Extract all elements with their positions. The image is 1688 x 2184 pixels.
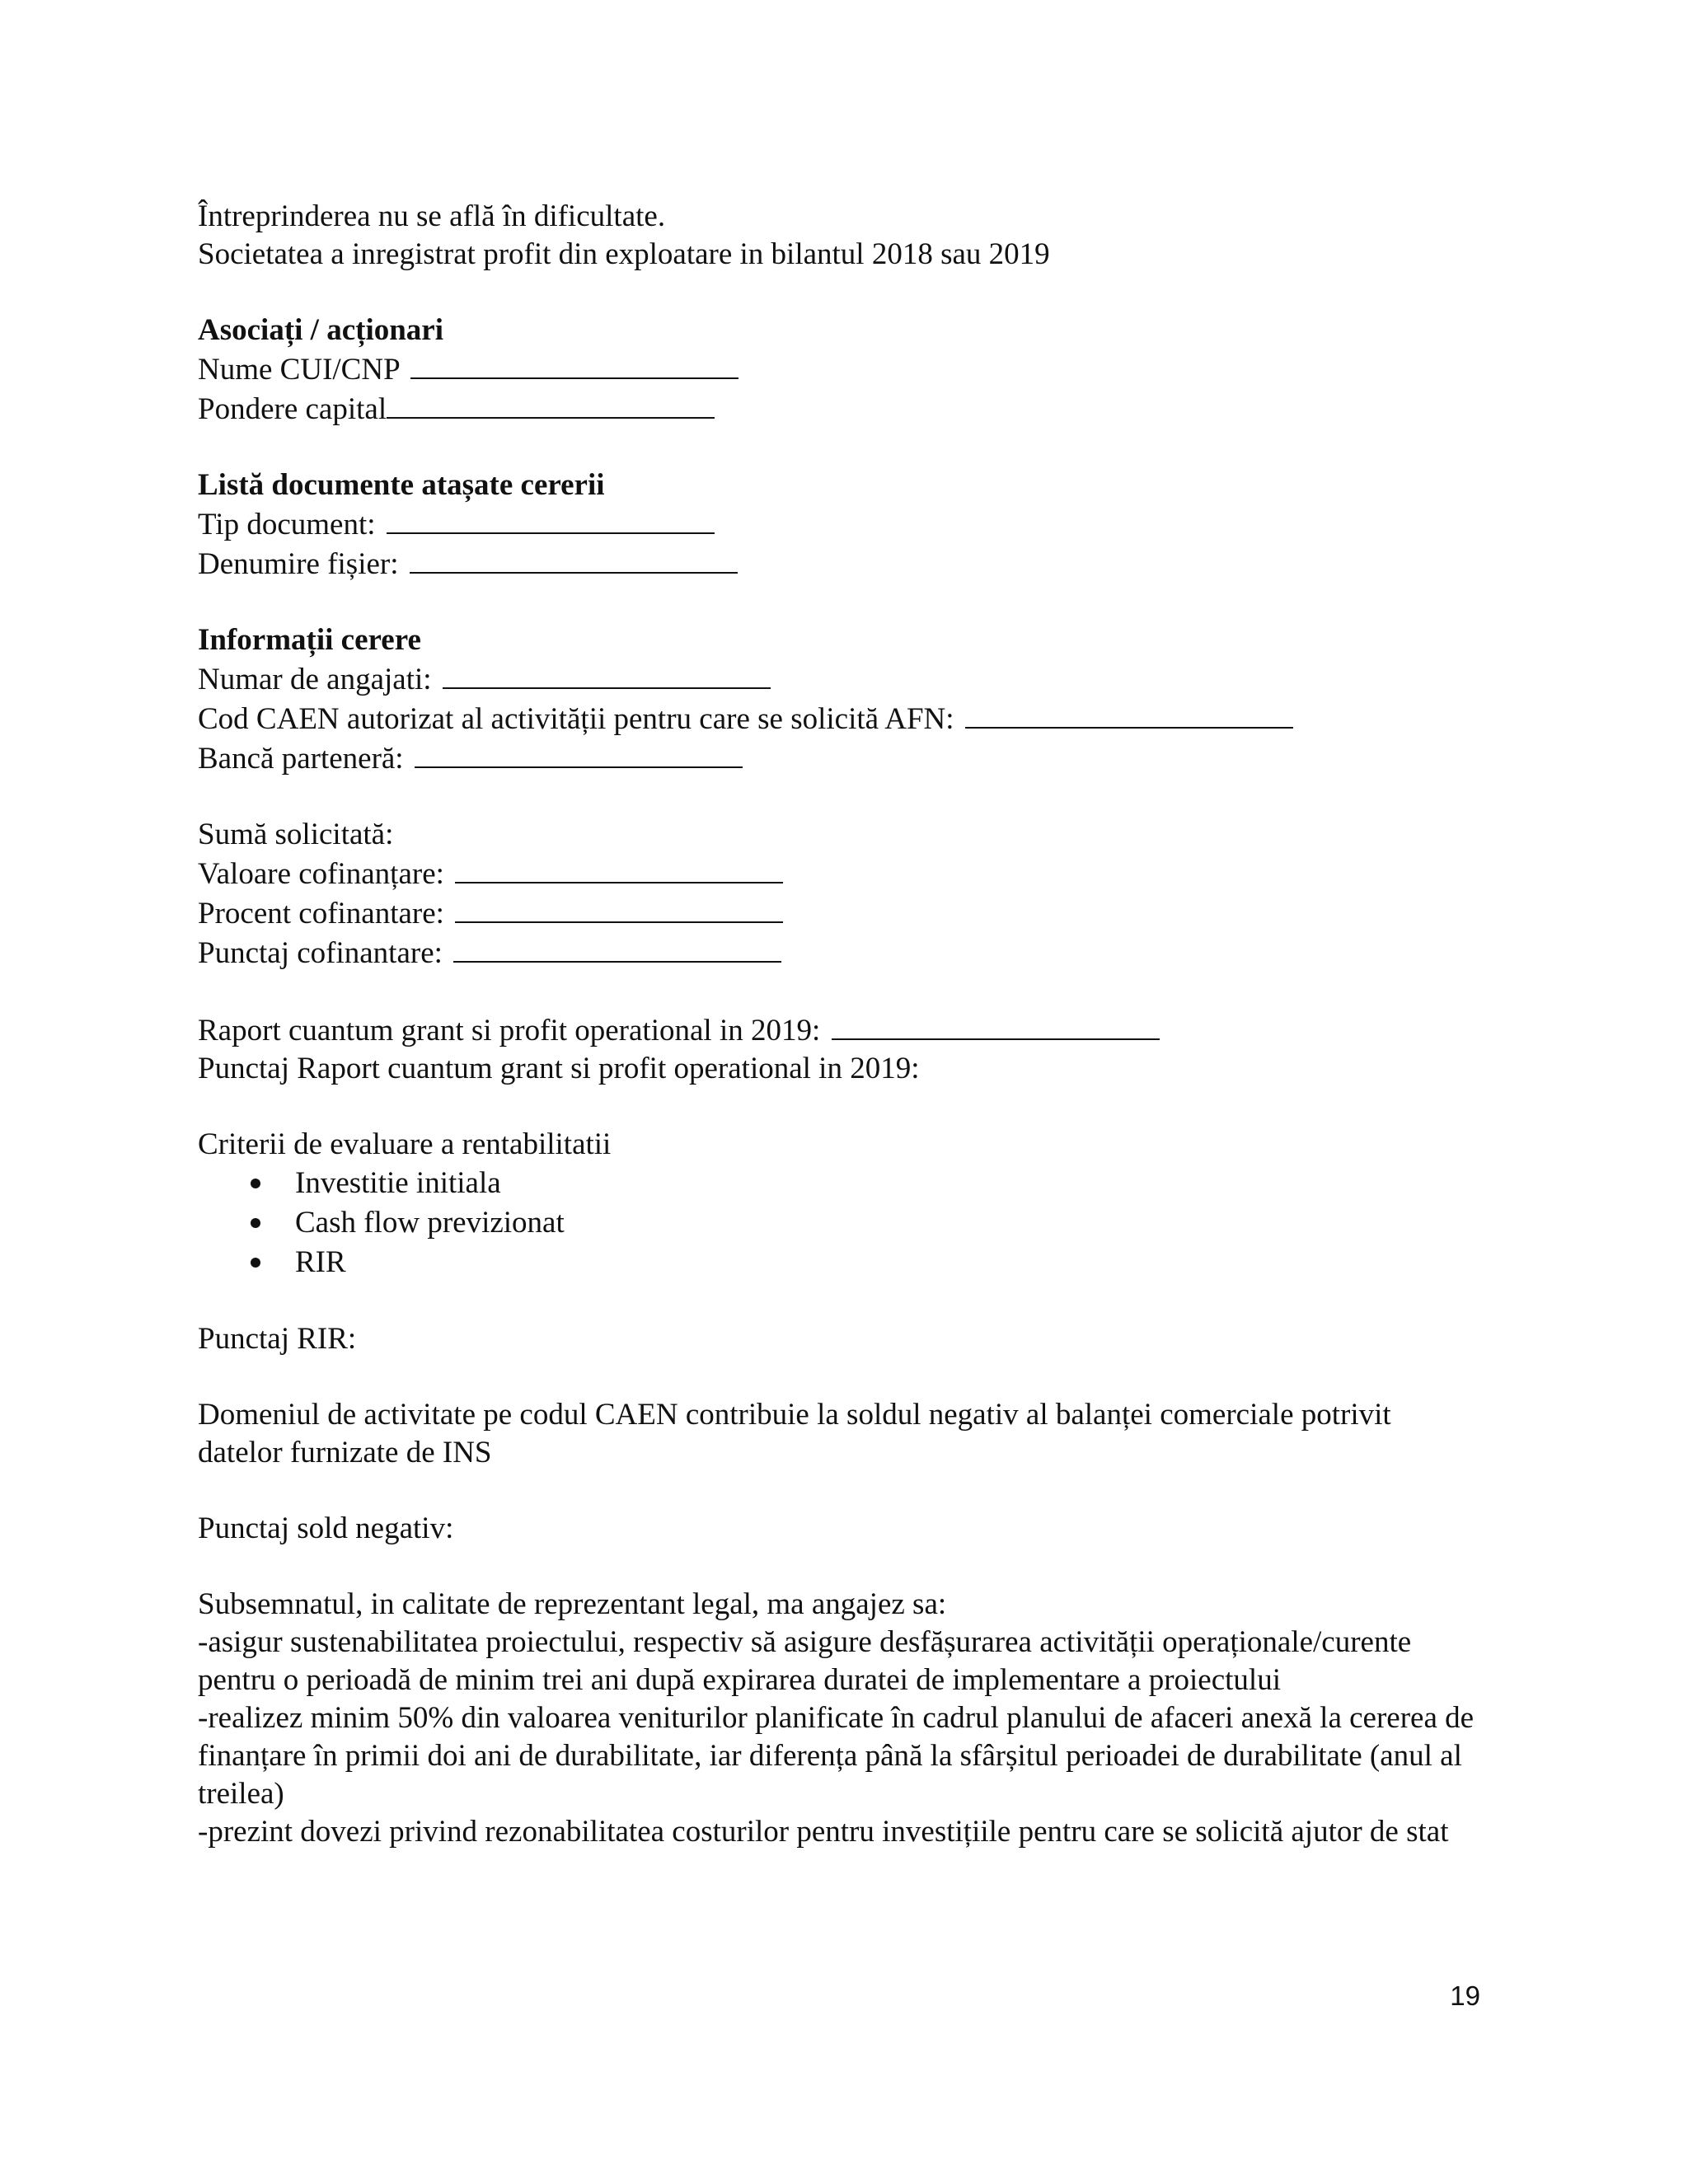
list-item: Cash flow previzionat [198,1203,1484,1243]
list-item: Investitie initiala [198,1164,1484,1203]
associates-name-field[interactable] [410,349,738,379]
intro-line-2: Societatea a inregistrat profit din exploatare in bilantul 2018 sau 2019 [198,237,1050,271]
associates-capital-field[interactable] [387,389,715,419]
cofinancing-score-field[interactable] [453,933,781,963]
cofinancing-percent-label: Procent cofinantare: [198,897,444,930]
declaration-intro: Subsemnatul, in calitate de reprezentant legal, ma angajez sa: [198,1587,947,1621]
page-number: 19 [1450,1980,1480,2011]
cofinancing-score-label: Punctaj cofinantare: [198,936,443,970]
list-item: RIR [198,1243,1484,1282]
criteria-list [198,1164,1484,1282]
caen-row [198,699,1484,738]
declaration-item-3: -prezint dovezi privind rezonabilitatea costurilor pentru investițiile pentru care se solicită ajutor de stat [198,1815,1449,1849]
documents-file-label: Denumire fișier: [198,547,399,581]
documents-type-label: Tip document: [198,508,376,541]
intro-line-1: Întreprinderea nu se află în dificultate. [198,199,666,233]
cofinancing-value-field[interactable] [455,854,783,883]
declaration-item-2: -realizez minim 50% din valoarea veniturilor planificate în cadrul planului de afaceri anexă la cererea de finanțare în primii doi ani de durabilitate, iar diferența până la sfârșitul perioadei de durabilitate (anul al treilea) [198,1701,1475,1811]
cofinancing-score-row [198,933,1484,972]
cofinancing-percent-field[interactable] [455,893,783,923]
associates-name-label: Nume CUI/CNP [198,353,400,387]
associates-name-row [198,349,1484,389]
negative-score-label: Punctaj sold negativ: [198,1511,454,1545]
documents-type-field[interactable] [387,504,715,534]
declaration-item-1: -asigur sustenabilitatea proiectului, respectiv să asigure desfășurarea activității operaționale/curente pentru o perioadă de minim trei ani după expirarea duratei de implementare a proiectului [198,1625,1412,1697]
bank-label: Bancă parteneră: [198,742,404,776]
criteria-heading: Criterii de evaluare a rentabilitatii [198,1127,612,1161]
rir-score-label: Punctaj RIR: [198,1322,357,1356]
requested-amount-label: Sumă solicitată: [198,818,394,851]
employees-field[interactable] [443,659,771,689]
associates-heading: Asociați / acționari [198,313,444,347]
employees-row [198,659,1484,699]
associates-capital-label: Pondere capital [198,392,387,426]
caen-field[interactable] [965,699,1293,729]
domain-text: Domeniul de activitate pe codul CAEN contribuie la soldul negativ al balanței comerciale potrivit datelor furnizate de INS [198,1398,1391,1469]
documents-file-row [198,544,1484,583]
documents-file-field[interactable] [410,544,738,574]
request-info-heading: Informații cerere [198,623,421,657]
employees-label: Numar de angajati: [198,663,432,696]
cofinancing-value-label: Valoare cofinanțare: [198,857,444,891]
ratio-label: Raport cuantum grant si profit operational in 2019: [198,1014,821,1047]
bank-row [198,738,1484,778]
ratio-score-label: Punctaj Raport cuantum grant si profit operational in 2019: [198,1052,920,1085]
documents-type-row [198,504,1484,544]
cofinancing-percent-row [198,893,1484,933]
cofinancing-value-row [198,854,1484,893]
ratio-row [198,1010,1484,1050]
bank-field[interactable] [415,738,743,768]
document-page [198,198,1484,1851]
caen-label: Cod CAEN autorizat al activității pentru care se solicită AFN: [198,702,954,736]
ratio-field[interactable] [832,1010,1160,1040]
associates-capital-row [198,389,1484,429]
documents-heading: Listă documente atașate cererii [198,468,605,502]
